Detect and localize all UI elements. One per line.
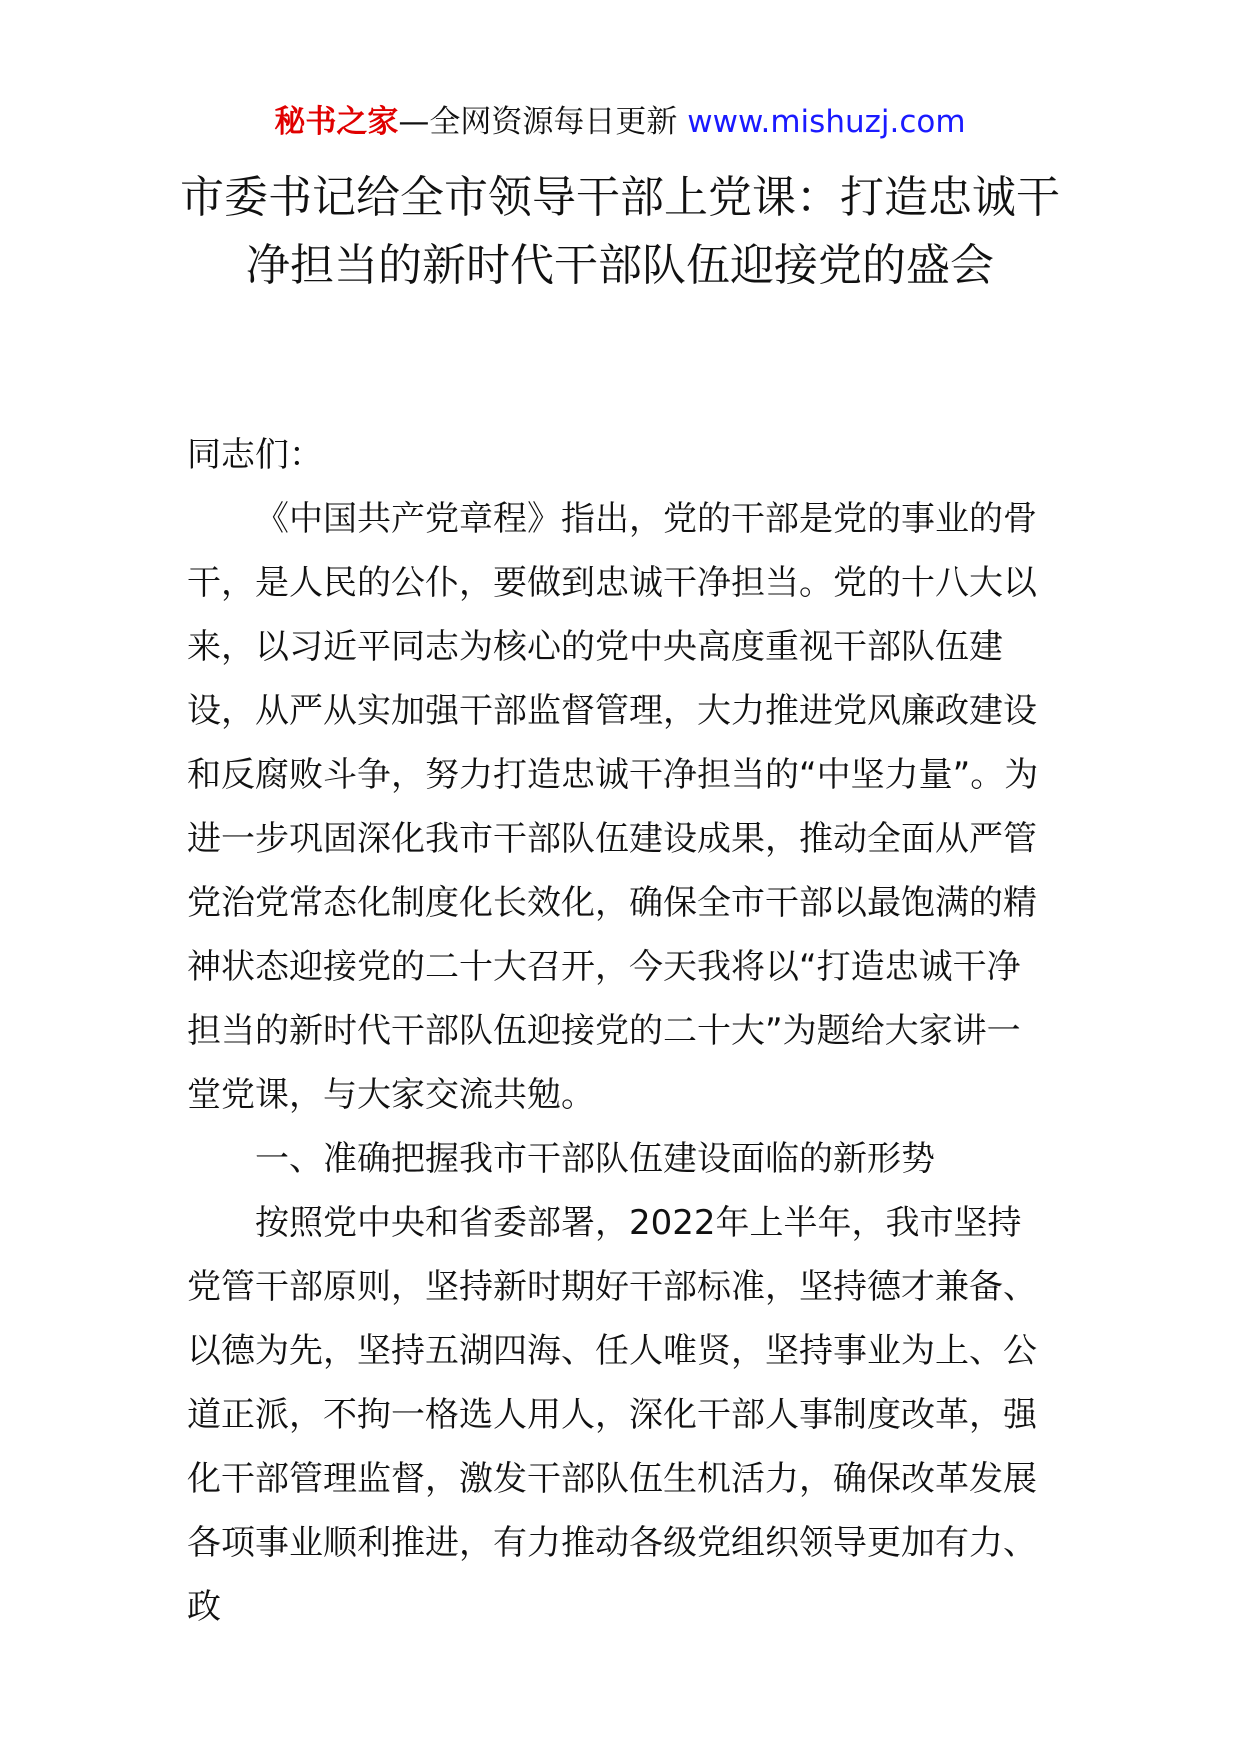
brand-name: 秘书之家: [274, 104, 399, 140]
header-tagline: —全网资源每日更新: [398, 104, 678, 140]
site-url-link[interactable]: www.mishuzj.com: [687, 104, 966, 140]
intro-paragraph: 《中国共产党章程》指出，党的干部是党的事业的骨干，是人民的公仆，要做到忠诚干净担当。党的十八大以来，以习近平同志为核心的党中央高度重视干部队伍建设，从严从实加强干部监督管理，大力推进党风廉政建设和反腐败斗争，努力打造忠诚干净担当的“中坚力量”。为进一步巩固深化我市干部队伍建设成果，推动全面从严管党治党常态化制度化长效化，确保全市干部以最饱满的精神状态迎接党的二十大召开，今天我将以“打造忠诚干净担当的新时代干部队伍迎接党的二十大”为题给大家讲一堂党课，与大家交流共勉。: [187, 499, 1039, 1115]
section-heading: 一、准确把握我市干部队伍建设面临的新形势: [255, 1139, 935, 1179]
document-title: 市委书记给全市领导干部上党课：打造忠诚干净担当的新时代干部队伍迎接党的盛会: [180, 172, 1060, 291]
greeting: 同志们：: [187, 435, 323, 475]
document-body: [187, 423, 1053, 1639]
section-paragraph: 按照党中央和省委部署，2022年上半年，我市坚持党管干部原则，坚持新时期好干部标准，坚持德才兼备、以德为先，坚持五湖四海、任人唯贤，坚持事业为上、公道正派，不拘一格选人用人，深化干部人事制度改革，强化干部管理监督，激发干部队伍生机活力，确保改革发展各项事业顺利推进，有力推动各级党组织领导更加有力、政: [187, 1203, 1037, 1627]
site-header: [0, 100, 1240, 144]
